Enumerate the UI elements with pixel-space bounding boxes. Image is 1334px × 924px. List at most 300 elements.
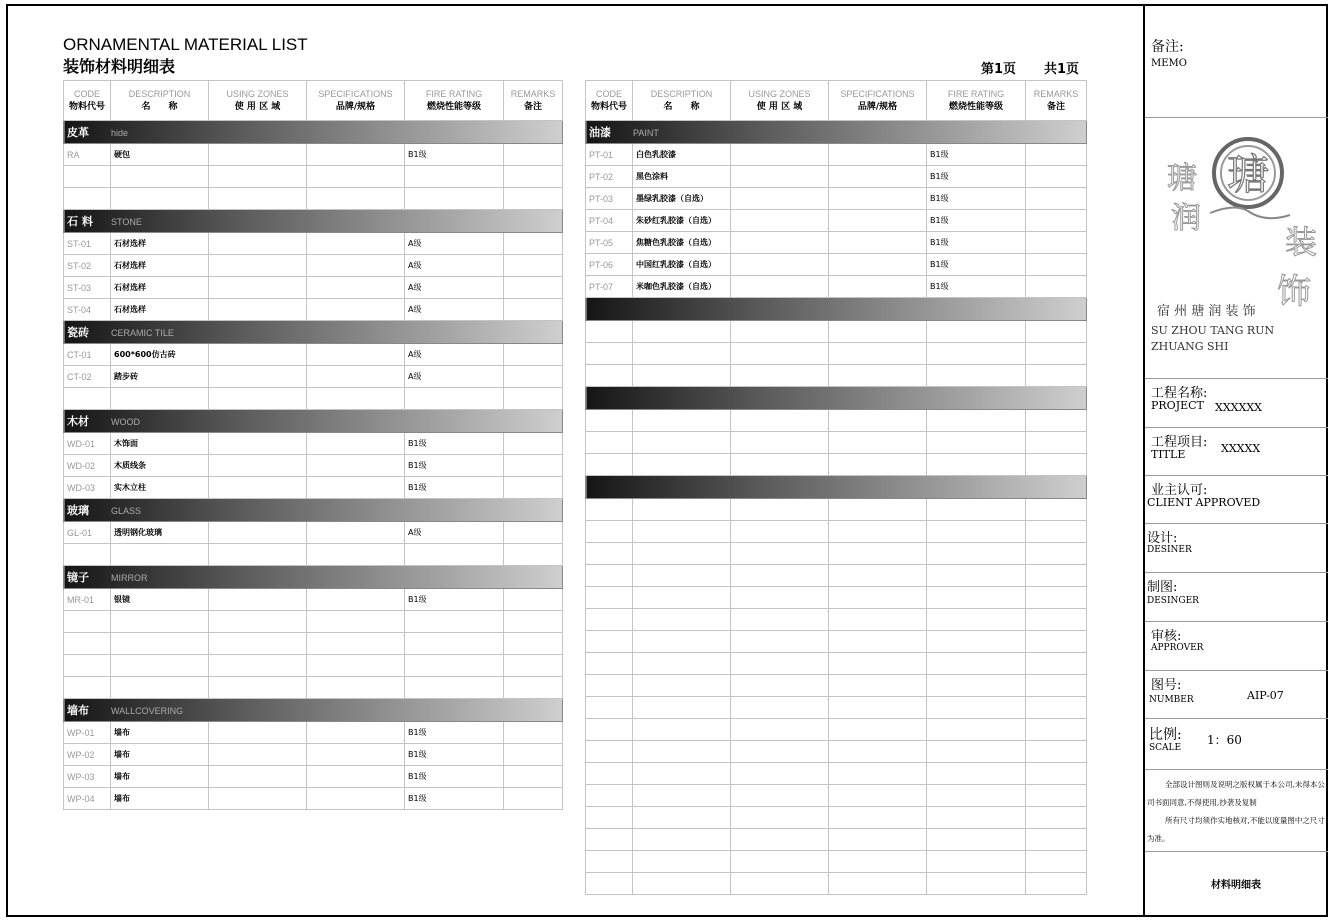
using-zone [209,366,307,388]
specification [307,255,405,277]
remarks [1026,454,1087,476]
category-cell [586,298,1087,321]
number-label-en: NUMBER [1149,695,1194,705]
fire-rating: B1级 [405,589,504,611]
material-code [586,565,633,587]
category-name-cn: 镜子 [67,571,89,584]
empty-row [586,675,1087,697]
title-english: ORNAMENTAL MATERIAL LIST [63,35,308,54]
fire-rating [927,365,1026,387]
specification [829,521,927,543]
specification [307,433,405,455]
empty-row [586,432,1087,454]
material-code: PT-05 [586,232,633,254]
material-code [586,631,633,653]
fire-rating: B1级 [405,766,504,788]
remarks [504,788,563,810]
fire-rating [927,432,1026,454]
client-label: 业主认可: [1151,483,1208,498]
category-name-en: GLASS [111,506,142,516]
using-zone [731,321,829,343]
empty-row [586,365,1087,387]
fire-rating [927,873,1026,895]
material-description [633,785,731,807]
using-zone [731,653,829,675]
material-description [633,873,731,895]
memo-label: 备注: [1151,39,1184,55]
using-zone [731,873,829,895]
remarks [1026,188,1087,210]
specification [829,631,927,653]
drawn-label-en: DESINGER [1147,596,1199,606]
fire-rating [927,609,1026,631]
material-description [111,677,209,699]
fire-rating [927,321,1026,343]
drawing-name-cell [1145,852,1328,915]
approver-label-en: APPROVER [1151,643,1204,653]
page-total: 共1页 [1044,62,1080,77]
material-description: 踏步砖 [111,366,209,388]
material-description: 墙布 [111,744,209,766]
remarks [504,455,563,477]
remarks [1026,365,1087,387]
material-code [586,697,633,719]
fire-rating [927,543,1026,565]
drawing-name: 材料明细表 [1211,880,1261,891]
material-description: 墙布 [111,766,209,788]
material-row [64,233,563,255]
column-header [633,81,731,121]
material-row [64,433,563,455]
category-row [64,321,563,344]
using-zone [209,277,307,299]
specification [307,677,405,699]
specification [829,432,927,454]
category-row [64,210,563,233]
empty-row [586,741,1087,763]
specification [307,299,405,321]
column-header [927,81,1026,121]
using-zone [731,454,829,476]
using-zone [731,675,829,697]
using-zone [209,433,307,455]
remarks [1026,631,1087,653]
using-zone [731,188,829,210]
fire-rating: B1级 [927,276,1026,298]
material-description [633,807,731,829]
material-description [111,166,209,188]
fire-rating [927,454,1026,476]
specification [829,410,927,432]
material-description [633,565,731,587]
material-description [633,741,731,763]
category-row [64,499,563,522]
material-row [586,166,1087,188]
material-description: 墙布 [111,788,209,810]
category-cell [64,321,563,344]
empty-row [64,544,563,566]
using-zone [731,166,829,188]
empty-row [586,343,1087,365]
column-header [64,81,111,121]
category-row [586,387,1087,410]
column-header-en: USING ZONES [226,88,289,99]
client-cell [1145,476,1328,524]
category-name-cn: 墙布 [67,704,89,717]
empty-row [586,454,1087,476]
material-code: CT-01 [64,344,111,366]
remarks [1026,587,1087,609]
empty-row [586,763,1087,785]
category-cell [586,121,1087,144]
category-name-en: hide [111,128,129,138]
material-code [64,655,111,677]
specification [829,499,927,521]
specification [307,589,405,611]
column-header [731,81,829,121]
specification [829,188,927,210]
remarks [504,633,563,655]
memo-label-en: MEMO [1151,58,1187,69]
specification [307,144,405,166]
specification [829,565,927,587]
material-description [111,611,209,633]
fire-rating [405,166,504,188]
using-zone [209,766,307,788]
category-name-cn: 石 料 [67,215,93,228]
using-zone [731,807,829,829]
remarks [1026,343,1087,365]
material-code [64,677,111,699]
scale-label: 比例: [1149,727,1182,743]
fire-rating [405,544,504,566]
material-description: 墙布 [111,722,209,744]
specification [307,166,405,188]
empty-row [586,631,1087,653]
scale-value: 1：60 [1207,733,1242,747]
using-zone [731,499,829,521]
material-code [586,851,633,873]
material-description [633,609,731,631]
using-zone [209,388,307,410]
specification [307,344,405,366]
using-zone [731,587,829,609]
empty-row [586,873,1087,895]
material-code [586,785,633,807]
material-code [586,432,633,454]
remarks [504,144,563,166]
empty-row [586,521,1087,543]
material-code: WP-04 [64,788,111,810]
fire-rating [927,741,1026,763]
fire-rating: B1级 [927,166,1026,188]
empty-row [586,697,1087,719]
material-description [633,321,731,343]
empty-row [586,653,1087,675]
material-description: 朱砂红乳胶漆（自选） [633,210,731,232]
column-header-cn: 物料代号 [68,101,105,112]
material-description [633,410,731,432]
empty-row [586,719,1087,741]
remarks [504,722,563,744]
specification [829,254,927,276]
specification [829,587,927,609]
designer-cell [1145,524,1328,573]
empty-row [586,543,1087,565]
specification [829,807,927,829]
material-description: 石材选样 [111,233,209,255]
fire-rating [405,388,504,410]
material-description [633,851,731,873]
material-code [586,675,633,697]
material-code [586,829,633,851]
empty-row [64,166,563,188]
empty-row [586,499,1087,521]
remarks [504,233,563,255]
fire-rating: A级 [405,366,504,388]
category-cell [64,499,563,522]
column-header [586,81,633,121]
column-header-cn: 品牌/规格 [857,101,898,112]
material-code [64,633,111,655]
client-label-en: CLIENT APPROVED [1147,496,1261,509]
fire-rating: A级 [405,277,504,299]
material-code [586,454,633,476]
remarks [1026,763,1087,785]
number-value: AIP-07 [1247,689,1284,702]
column-header [829,81,927,121]
material-description [111,188,209,210]
material-description [633,343,731,365]
fire-rating [927,521,1026,543]
remarks [504,366,563,388]
column-header-cn: 名 称 [141,101,178,112]
using-zone [731,144,829,166]
specification [307,388,405,410]
column-header [504,81,563,121]
material-code [586,543,633,565]
category-cell [586,387,1087,410]
using-zone [209,477,307,499]
using-zone [209,788,307,810]
category-name-en: MIRROR [111,573,148,583]
remarks [1026,807,1087,829]
column-header-cn: 物料代号 [590,101,627,112]
column-header [1026,81,1087,121]
material-code: RA [64,144,111,166]
fire-rating: B1级 [405,144,504,166]
material-code [586,343,633,365]
table-header-row [586,81,1087,121]
material-description: 实木立柱 [111,477,209,499]
material-row [64,744,563,766]
using-zone [731,521,829,543]
remarks [1026,210,1087,232]
material-code: ST-01 [64,233,111,255]
specification [307,188,405,210]
material-description [111,388,209,410]
using-zone [731,276,829,298]
material-code [64,544,111,566]
specification [829,210,927,232]
remarks [504,277,563,299]
column-header-en: USING ZONES [748,88,811,99]
category-row [586,476,1087,499]
remarks [1026,276,1087,298]
empty-row [64,655,563,677]
using-zone [731,543,829,565]
fire-rating: B1级 [927,254,1026,276]
company-name-en: SU ZHOU TANG RUN ZHUANG SHI [1151,324,1275,353]
fire-rating [927,697,1026,719]
material-description: 银镜 [111,589,209,611]
category-name-cn: 瓷砖 [67,326,89,339]
remarks [504,589,563,611]
fire-rating: B1级 [405,722,504,744]
material-code [64,188,111,210]
material-code: CT-02 [64,366,111,388]
material-code [586,521,633,543]
using-zone [731,697,829,719]
title-chinese: 装饰材料明细表 [63,57,176,76]
project-value: XXXXXX [1215,401,1262,414]
category-name-en: STONE [111,217,142,227]
material-table-left [63,80,563,810]
fire-rating: B1级 [405,455,504,477]
column-header-cn: 燃烧性能等级 [948,101,1003,112]
fire-rating: A级 [405,522,504,544]
category-row [64,566,563,589]
material-row [64,277,563,299]
column-header-en: DESCRIPTION [128,88,191,99]
material-row [64,255,563,277]
specification [307,611,405,633]
material-description [633,675,731,697]
fire-rating [927,851,1026,873]
category-name-cn: 木材 [67,415,89,428]
remarks [1026,321,1087,343]
material-code: WD-01 [64,433,111,455]
material-row [64,299,563,321]
using-zone [209,522,307,544]
material-row [586,210,1087,232]
specification [829,365,927,387]
fire-rating [927,653,1026,675]
specification [307,477,405,499]
column-header-en: DESCRIPTION [650,88,713,99]
category-name-cn: 皮革 [67,126,89,139]
remarks [1026,543,1087,565]
copyright-note: 全部设计图则及说明之版权属于本公司,未得本公司书面同意,不得使用,抄袭及复制 [1147,780,1325,807]
remarks [1026,829,1087,851]
material-row [586,144,1087,166]
material-row [64,344,563,366]
using-zone [209,188,307,210]
using-zone [731,343,829,365]
column-header [307,81,405,121]
material-code [586,741,633,763]
column-header [209,81,307,121]
material-code [586,321,633,343]
using-zone [209,544,307,566]
specification [829,851,927,873]
column-header-cn: 名 称 [663,101,700,112]
material-code [64,611,111,633]
material-row [64,788,563,810]
material-description [633,454,731,476]
specification [829,829,927,851]
using-zone [731,565,829,587]
using-zone [209,344,307,366]
using-zone [209,166,307,188]
material-code [586,587,633,609]
material-description: 石材选样 [111,277,209,299]
category-name-en: WALLCOVERING [111,706,184,716]
material-description: 白色乳胶漆 [633,144,731,166]
company-cell [1145,118,1328,379]
column-header-cn: 备注 [523,101,542,112]
material-code: PT-06 [586,254,633,276]
title-label: 工程项目: [1151,435,1208,450]
material-description [633,653,731,675]
material-description: 焦糖色乳胶漆（自选） [633,232,731,254]
remarks [504,744,563,766]
remarks [1026,675,1087,697]
specification [829,675,927,697]
remarks [504,522,563,544]
specification [829,343,927,365]
using-zone [209,611,307,633]
specification [829,697,927,719]
fire-rating: B1级 [405,788,504,810]
logo-char-zhuang: 装 [1285,223,1318,261]
specification [829,741,927,763]
fire-rating [927,675,1026,697]
specification [307,722,405,744]
specification [307,522,405,544]
approver-cell [1145,622,1328,671]
category-name-en: WOOD [111,417,140,427]
page-number: 第1页 [981,62,1017,77]
scale-cell [1145,719,1328,770]
using-zone [731,851,829,873]
remarks [504,388,563,410]
fire-rating [927,719,1026,741]
specification [829,166,927,188]
category-row [64,699,563,722]
material-code [586,499,633,521]
empty-row [586,851,1087,873]
empty-row [586,785,1087,807]
number-label: 图号: [1151,678,1182,693]
column-header-cn: 品牌/规格 [335,101,376,112]
company-logo [1165,133,1325,313]
empty-row [64,388,563,410]
remarks [504,255,563,277]
using-zone [731,785,829,807]
material-code: MR-01 [64,589,111,611]
specification [829,873,927,895]
material-description: 石材选样 [111,255,209,277]
fire-rating: A级 [405,255,504,277]
remarks [1026,410,1087,432]
column-header-cn: 使 用 区 域 [234,101,281,112]
using-zone [731,210,829,232]
specification [307,544,405,566]
material-code: PT-01 [586,144,633,166]
material-description: 木质线条 [111,455,209,477]
material-row [64,144,563,166]
